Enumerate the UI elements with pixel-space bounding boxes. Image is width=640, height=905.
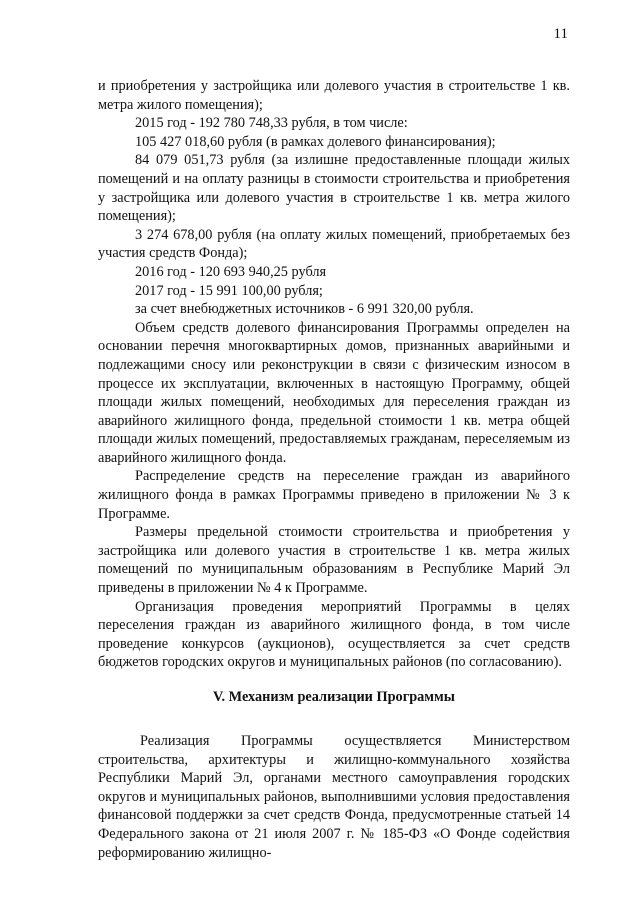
paragraph: Размеры предельной стоимости строительства и приобретения у застройщика или долевого участия в строительстве 1 кв. метра жилых помещений по муниципальным образованиям в Республике Марий Эл приведены в приложении № 4 к Программе. bbox=[98, 524, 570, 597]
paragraph: Организация проведения мероприятий Программы в целях переселения граждан из аварийного жилищного фонда, в том числе проведение конкурсов (аукционов), осуществляется за счет средств бюджетов городских округов и муниципальных районов (по согласованию). bbox=[98, 598, 570, 671]
paragraph: за счет внебюджетных источников - 6 991 320,00 рубля. bbox=[135, 301, 474, 318]
paragraph: и приобретения у застройщика или долевого участия в строительстве 1 кв. метра жилого помещения); bbox=[98, 78, 570, 113]
section-body bbox=[98, 732, 570, 862]
paragraph: Реализация Программы осуществляется Министерством строительства, архитектуры и жилищно-коммунального хозяйства Республики Марий Эл, органами местного самоуправления городских округов и муниципальных районов, выполнившими условия предоставления финансовой поддержки за счет средств Фонда, предусмотренные статьей 14 Федерального закона от 21 июля 2007 г. № 185-ФЗ «О Фонде содействия реформированию жилищно- bbox=[98, 733, 570, 861]
section-heading: V. Механизм реализации Программы bbox=[213, 689, 455, 705]
document-body bbox=[98, 77, 570, 672]
paragraph: 2017 год - 15 991 100,00 рубля; bbox=[135, 282, 323, 299]
paragraph: 84 079 051,73 рубля (за излишне предоставленные площади жилых помещений и на оплату разницы в стоимости строительства и приобретения у застройщика или долевого участия в строительстве 1 кв. метра жилого помещения); bbox=[98, 152, 570, 225]
paragraph: 2015 год - 192 780 748,33 рубля, в том числе: bbox=[135, 115, 408, 132]
paragraph: 3 274 678,00 рубля (на оплату жилых помещений, приобретаемых без участия средств Фонда); bbox=[98, 226, 570, 262]
paragraph: 2016 год - 120 693 940,25 рубля bbox=[135, 263, 327, 280]
paragraph: Распределение средств на переселение граждан из аварийного жилищного фонда в рамках Программы приведено в приложении № 3 к Программе. bbox=[98, 468, 570, 522]
page-number: 11 bbox=[553, 26, 568, 42]
paragraph: 105 427 018,60 рубля (в рамках долевого финансирования); bbox=[135, 133, 496, 150]
paragraph: Объем средств долевого финансирования Программы определен на основании перечня многоквартирных домов, признанных аварийными и подлежащими сносу или реконструкции в связи с физическим износом в процессе их эксплуатации, включенных в настоящую Программу, общей площади жилых помещений, необходимых для переселения граждан из аварийного жилищного фонда, предельной стоимости 1 кв. метра общей площади жилых помещений, предоставляемых гражданам, переселяемым из аварийного жилищного фонда. bbox=[98, 319, 570, 466]
